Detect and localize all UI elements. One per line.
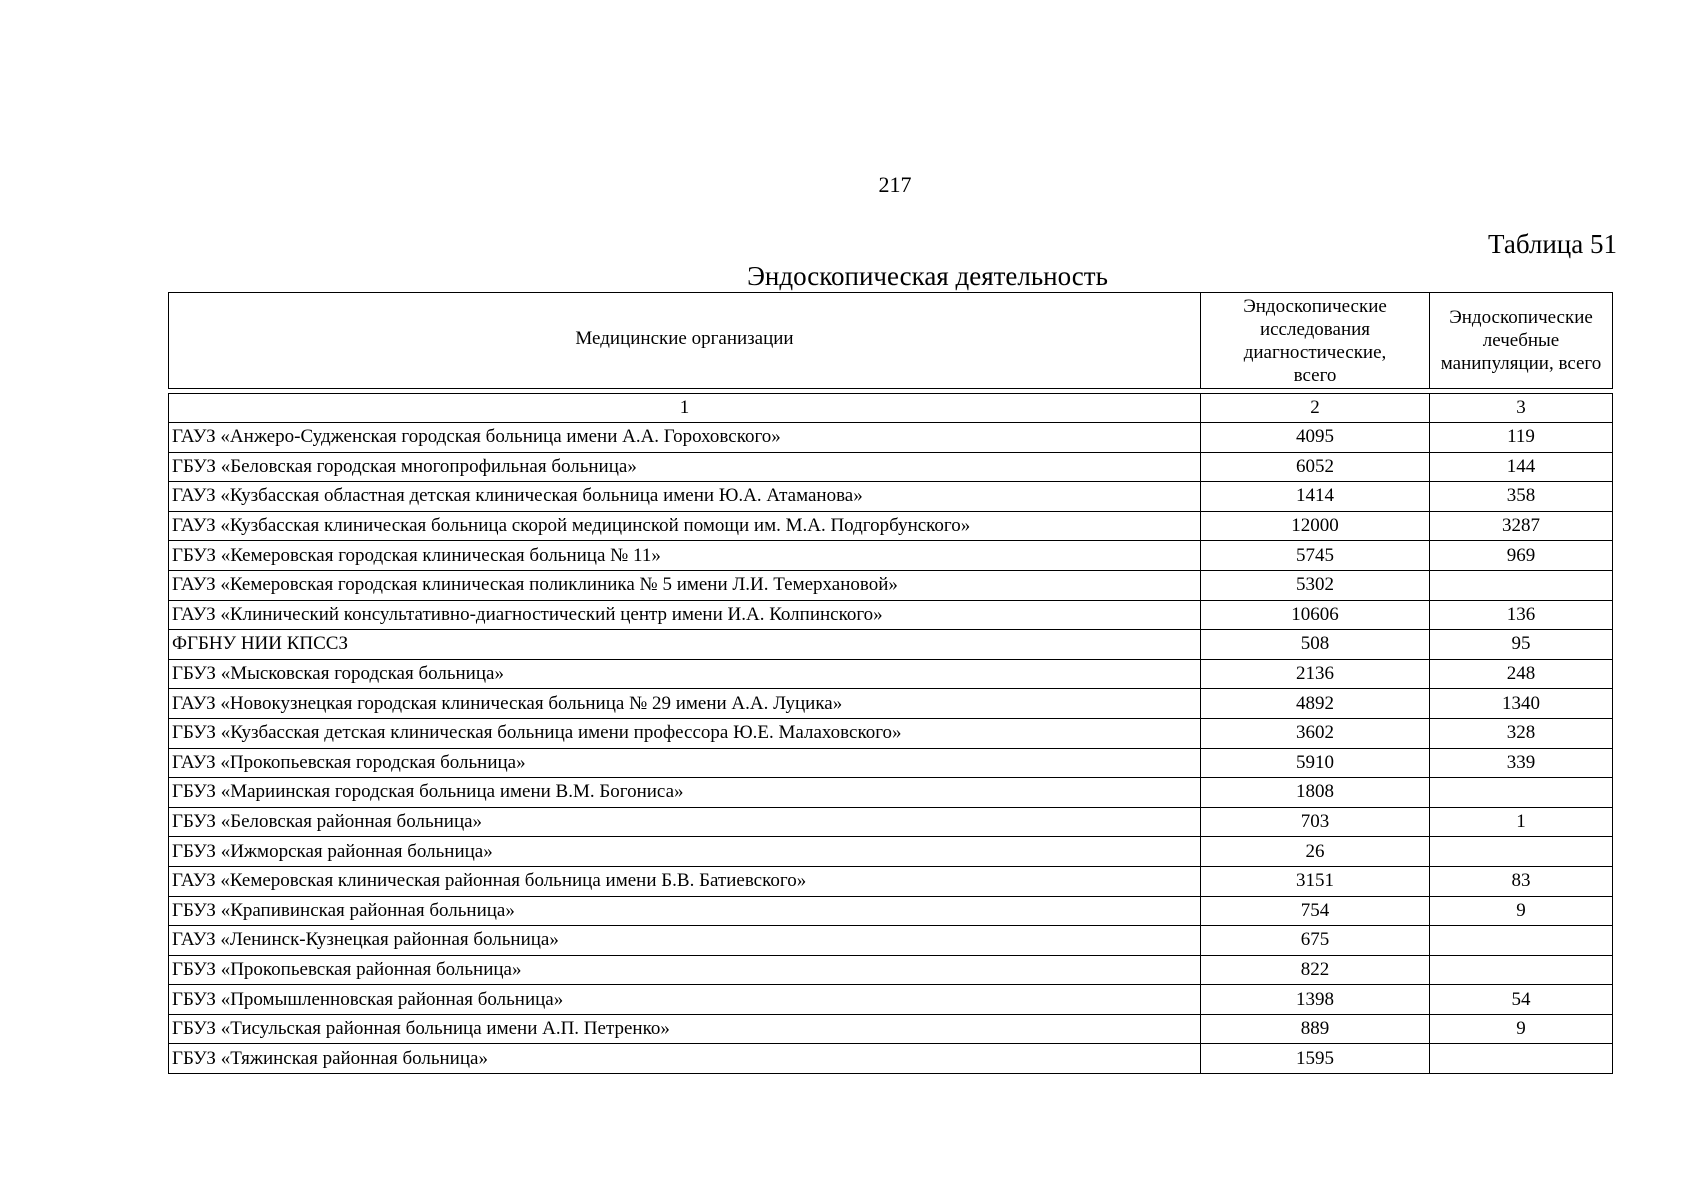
table-row [169, 482, 1613, 512]
diagnostic-cell: 2136 [1201, 659, 1430, 689]
diagnostic-cell: 889 [1201, 1014, 1430, 1044]
diagnostic-cell: 1808 [1201, 778, 1430, 808]
organization-cell: ГАУЗ «Новокузнецкая городская клиническая больница № 29 имени А.А. Луцика» [169, 689, 1201, 719]
therapeutic-cell: 144 [1430, 452, 1613, 482]
organization-cell: ГБУЗ «Беловская городская многопрофильная больница» [169, 452, 1201, 482]
diagnostic-cell: 5302 [1201, 570, 1430, 600]
table-title: Эндоскопическая деятельность [747, 261, 1108, 291]
diagnostic-cell: 3151 [1201, 866, 1430, 896]
header-diagnostic-line: исследования [1259, 318, 1371, 340]
organization-cell: ГБУЗ «Тяжинская районная больница» [169, 1044, 1201, 1074]
organization-cell: ГБУЗ «Мысковская городская больница» [169, 659, 1201, 689]
table-row [169, 541, 1613, 571]
organization-cell: ГБУЗ «Крапивинская районная больница» [169, 896, 1201, 926]
therapeutic-cell: 95 [1430, 630, 1613, 660]
diagnostic-cell: 26 [1201, 837, 1430, 867]
diagnostic-cell: 1595 [1201, 1044, 1430, 1074]
table-row [169, 1014, 1613, 1044]
table-row [169, 570, 1613, 600]
table-row [169, 630, 1613, 660]
therapeutic-cell [1430, 1044, 1613, 1074]
table-label: Таблица 51 [1488, 229, 1617, 259]
therapeutic-cell: 54 [1430, 985, 1613, 1015]
therapeutic-cell [1430, 837, 1613, 867]
therapeutic-cell: 248 [1430, 659, 1613, 689]
organization-cell: ГБУЗ «Промышленновская районная больница» [169, 985, 1201, 1015]
therapeutic-cell: 9 [1430, 1014, 1613, 1044]
diagnostic-cell: 6052 [1201, 452, 1430, 482]
table-row [169, 600, 1613, 630]
organization-cell: ФГБНУ НИИ КПССЗ [169, 630, 1201, 660]
header-organizations: Медицинские организации [169, 293, 1201, 389]
table-row [169, 689, 1613, 719]
table-row [169, 778, 1613, 808]
table-row [169, 423, 1613, 453]
column-number: 1 [169, 394, 1201, 423]
table-row [169, 866, 1613, 896]
header-therapeutic-line: Эндоскопические [1449, 307, 1593, 328]
page-number: 217 [878, 172, 912, 197]
header-therapeutic [1430, 293, 1613, 389]
diagnostic-cell: 703 [1201, 807, 1430, 837]
diagnostic-cell: 10606 [1201, 600, 1430, 630]
organization-cell: ГБУЗ «Кузбасская детская клиническая больница имени профессора Ю.Е. Малаховского» [169, 718, 1201, 748]
table-row [169, 926, 1613, 956]
therapeutic-cell: 358 [1430, 482, 1613, 512]
table-row [169, 896, 1613, 926]
header-row [169, 293, 1613, 389]
therapeutic-cell: 969 [1430, 541, 1613, 571]
diagnostic-cell: 754 [1201, 896, 1430, 926]
header-therapeutic-line: манипуляции, всего [1440, 353, 1602, 374]
therapeutic-cell: 83 [1430, 866, 1613, 896]
organization-cell: ГБУЗ «Ижморская районная больница» [169, 837, 1201, 867]
organization-cell: ГАУЗ «Ленинск-Кузнецкая районная больница» [169, 926, 1201, 956]
table-row [169, 718, 1613, 748]
diagnostic-cell: 675 [1201, 926, 1430, 956]
table-row [169, 985, 1613, 1015]
table-row [169, 659, 1613, 689]
organization-cell: ГАУЗ «Кемеровская городская клиническая поликлиника № 5 имени Л.И. Темерхановой» [169, 570, 1201, 600]
table-row [169, 511, 1613, 541]
table-row [169, 1044, 1613, 1074]
header-diagnostic-line: всего [1293, 364, 1337, 386]
therapeutic-cell [1430, 570, 1613, 600]
therapeutic-cell: 3287 [1430, 511, 1613, 541]
therapeutic-cell: 9 [1430, 896, 1613, 926]
organization-cell: ГБУЗ «Прокопьевская районная больница» [169, 955, 1201, 985]
table-row [169, 837, 1613, 867]
therapeutic-cell: 1 [1430, 807, 1613, 837]
endoscopy-table [168, 292, 1613, 1074]
header-diagnostic-line: Эндоскопические [1243, 295, 1387, 317]
header-diagnostic-line: диагностические, [1243, 341, 1387, 363]
diagnostic-cell: 5910 [1201, 748, 1430, 778]
organization-cell: ГАУЗ «Клинический консультативно-диагностический центр имени И.А. Колпинского» [169, 600, 1201, 630]
organization-cell: ГАУЗ «Кузбасская областная детская клиническая больница имени Ю.А. Атаманова» [169, 482, 1201, 512]
table-row [169, 955, 1613, 985]
diagnostic-cell: 1414 [1201, 482, 1430, 512]
diagnostic-cell: 4095 [1201, 423, 1430, 453]
therapeutic-cell: 328 [1430, 718, 1613, 748]
diagnostic-cell: 5745 [1201, 541, 1430, 571]
column-number-row [169, 394, 1613, 423]
table-row [169, 807, 1613, 837]
header-diagnostic [1201, 293, 1430, 389]
therapeutic-cell [1430, 926, 1613, 956]
diagnostic-cell: 3602 [1201, 718, 1430, 748]
organization-cell: ГАУЗ «Прокопьевская городская больница» [169, 748, 1201, 778]
table-row [169, 452, 1613, 482]
column-number: 3 [1430, 394, 1613, 423]
organization-cell: ГБУЗ «Тисульская районная больница имени А.П. Петренко» [169, 1014, 1201, 1044]
therapeutic-cell: 136 [1430, 600, 1613, 630]
organization-cell: ГАУЗ «Кемеровская клиническая районная больница имени Б.В. Батиевского» [169, 866, 1201, 896]
diagnostic-cell: 508 [1201, 630, 1430, 660]
organization-cell: ГБУЗ «Мариинская городская больница имени В.М. Богониса» [169, 778, 1201, 808]
header-therapeutic-line: лечебные [1482, 330, 1560, 351]
table-body [169, 423, 1613, 1074]
therapeutic-cell: 119 [1430, 423, 1613, 453]
therapeutic-cell: 339 [1430, 748, 1613, 778]
organization-cell: ГБУЗ «Кемеровская городская клиническая больница № 11» [169, 541, 1201, 571]
therapeutic-cell: 1340 [1430, 689, 1613, 719]
diagnostic-cell: 12000 [1201, 511, 1430, 541]
organization-cell: ГАУЗ «Кузбасская клиническая больница скорой медицинской помощи им. М.А. Подгорбунского» [169, 511, 1201, 541]
column-number: 2 [1201, 394, 1430, 423]
diagnostic-cell: 4892 [1201, 689, 1430, 719]
organization-cell: ГАУЗ «Анжеро-Судженская городская больница имени А.А. Гороховского» [169, 423, 1201, 453]
therapeutic-cell [1430, 778, 1613, 808]
diagnostic-cell: 1398 [1201, 985, 1430, 1015]
organization-cell: ГБУЗ «Беловская районная больница» [169, 807, 1201, 837]
therapeutic-cell [1430, 955, 1613, 985]
table-row [169, 748, 1613, 778]
diagnostic-cell: 822 [1201, 955, 1430, 985]
